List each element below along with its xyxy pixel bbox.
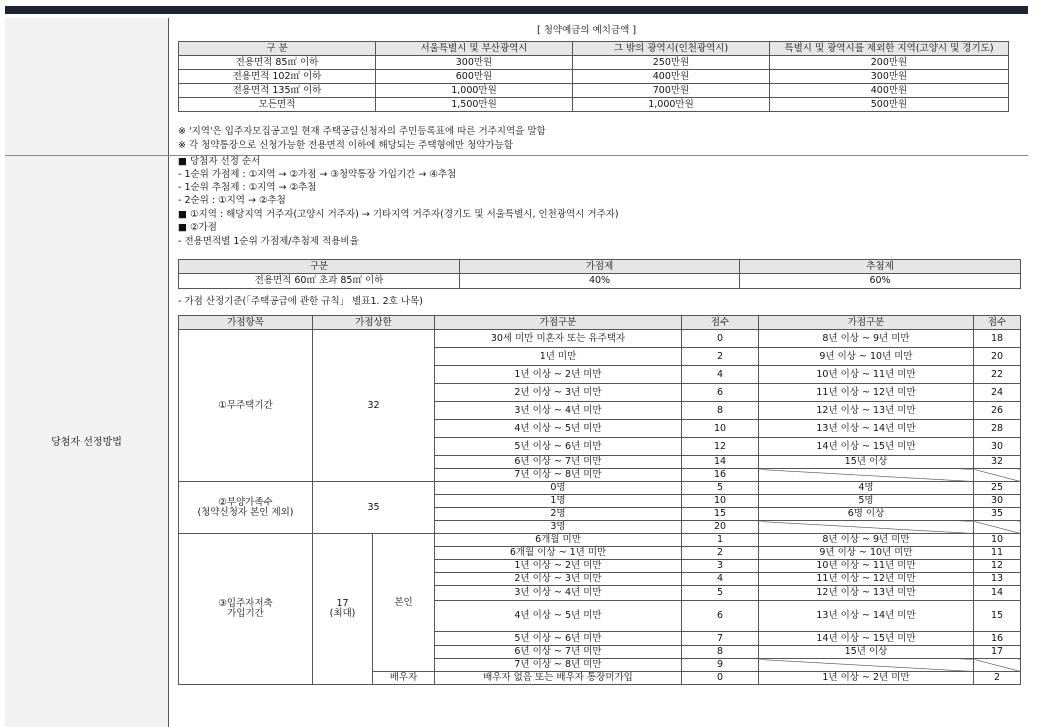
deposit-cell: 500만원 xyxy=(770,98,1009,112)
score-cell: 13년 이상 ~ 14년 미만 xyxy=(759,420,974,438)
score-item xyxy=(179,482,313,534)
deposit-cell: 1,000만원 xyxy=(376,84,573,98)
score-cell: 배우자 없음 또는 배우자 통장미가입 xyxy=(435,672,682,685)
score-cell: 14년 이상 ~ 15년 미만 xyxy=(759,438,974,456)
deposit-cell: 모든면적 xyxy=(179,98,376,112)
score-cell: 10 xyxy=(974,534,1021,547)
score-cell: 24 xyxy=(974,384,1021,402)
score-cell: 2명 xyxy=(435,508,682,521)
score-cell: 4년 이상 ~ 5년 미만 xyxy=(435,420,682,438)
score-max: 35 xyxy=(313,482,435,534)
score-cell: 16 xyxy=(682,469,759,482)
score-cell: 2 xyxy=(682,547,759,560)
empty-diagonal-cell xyxy=(759,659,974,672)
sub-category-spouse: 배우자 xyxy=(373,672,435,685)
method-line: ■ ②가점 xyxy=(178,222,217,233)
deposit-cell: 1,000만원 xyxy=(573,98,770,112)
deposit-cell: 300만원 xyxy=(376,56,573,70)
score-cell: 30 xyxy=(974,438,1021,456)
score-cell: 3년 이상 ~ 4년 미만 xyxy=(435,402,682,420)
ratio-cell: 40% xyxy=(460,274,740,289)
score-cell: 5명 xyxy=(759,495,974,508)
score-cell: 0 xyxy=(682,672,759,685)
section-divider xyxy=(5,155,1028,156)
table-row xyxy=(179,56,1009,70)
score-cell: 15년 이상 xyxy=(759,456,974,469)
score-cell: 30 xyxy=(974,495,1021,508)
score-header: 가점상한 xyxy=(313,316,435,330)
score-cell: 11년 이상 ~ 12년 미만 xyxy=(759,384,974,402)
deposit-header: 특별시 및 광역시를 제외한 지역(고양시 및 경기도) xyxy=(770,42,1009,56)
score-caption: - 가점 산정기준(「주택공급에 관한 규칙」 별표1. 2호 나목) xyxy=(178,296,423,307)
score-cell: 6 xyxy=(682,601,759,632)
table-row xyxy=(179,274,1021,289)
score-item-line: 가입기간 xyxy=(227,608,264,619)
score-max xyxy=(313,534,373,685)
score-table xyxy=(178,315,1021,685)
score-cell: 5년 이상 ~ 6년 미만 xyxy=(435,632,682,646)
score-cell: 4 xyxy=(682,573,759,586)
table-row xyxy=(179,330,1021,348)
score-cell: 6년 이상 ~ 7년 미만 xyxy=(435,456,682,469)
score-cell: 1년 이상 ~ 2년 미만 xyxy=(435,366,682,384)
score-header: 가점구분 xyxy=(759,316,974,330)
score-cell: 10년 이상 ~ 11년 미만 xyxy=(759,560,974,573)
deposit-header: 서울특별시 및 부산광역시 xyxy=(376,42,573,56)
score-cell: 15 xyxy=(974,601,1021,632)
score-item-line: (청약신청자 본인 제외) xyxy=(197,506,294,518)
score-cell: 5 xyxy=(682,586,759,601)
score-cell: 8년 이상 ~ 9년 미만 xyxy=(759,534,974,547)
deposit-cell: 400만원 xyxy=(770,84,1009,98)
method-line: - 1순위 추첨제 : ①지역 → ②추첨 xyxy=(178,182,317,193)
deposit-cell: 1,500만원 xyxy=(376,98,573,112)
score-cell: 7년 이상 ~ 8년 미만 xyxy=(435,469,682,482)
deposit-note: ※ 각 청약통장으로 신청가능한 전용면적 이하에 해당되는 주택형에만 청약가능함 xyxy=(178,140,513,151)
score-max-line: (최대) xyxy=(329,608,356,619)
deposit-cell: 400만원 xyxy=(573,70,770,84)
score-cell: 13년 이상 ~ 14년 미만 xyxy=(759,601,974,632)
score-max: 32 xyxy=(313,330,435,482)
table-row xyxy=(179,84,1009,98)
score-cell: 9년 이상 ~ 10년 미만 xyxy=(759,348,974,366)
score-cell: 16 xyxy=(974,632,1021,646)
score-cell: 2년 이상 ~ 3년 미만 xyxy=(435,573,682,586)
score-cell: 15 xyxy=(682,508,759,521)
deposit-cell: 600만원 xyxy=(376,70,573,84)
deposit-caption: [ 청약예금의 예치금액 ] xyxy=(537,25,637,36)
score-cell: 1년 이상 ~ 2년 미만 xyxy=(759,672,974,685)
score-item-line: ③입주자저축 xyxy=(218,598,273,610)
score-cell: 4년 이상 ~ 5년 미만 xyxy=(435,601,682,632)
score-cell: 35 xyxy=(974,508,1021,521)
score-cell: 4 xyxy=(682,366,759,384)
empty-diagonal-cell xyxy=(759,521,974,534)
score-item xyxy=(179,534,313,685)
score-header: 가점구분 xyxy=(435,316,682,330)
score-cell: 8 xyxy=(682,402,759,420)
score-cell: 3명 xyxy=(435,521,682,534)
score-cell: 20 xyxy=(974,348,1021,366)
score-cell: 11 xyxy=(974,547,1021,560)
score-cell: 14 xyxy=(682,456,759,469)
score-item: ①무주택기간 xyxy=(179,330,313,482)
score-cell: 22 xyxy=(974,366,1021,384)
table-row xyxy=(179,98,1009,112)
score-cell: 10 xyxy=(682,420,759,438)
method-line: - 전용면적별 1순위 가점제/추첨제 적용비율 xyxy=(178,236,359,247)
score-cell: 1년 이상 ~ 2년 미만 xyxy=(435,560,682,573)
sub-category-self: 본인 xyxy=(373,534,435,672)
score-cell: 1 xyxy=(682,534,759,547)
score-cell: 25 xyxy=(974,482,1021,495)
score-cell: 1년 미만 xyxy=(435,348,682,366)
score-cell: 4명 xyxy=(759,482,974,495)
score-item-line: ②부양가족수 xyxy=(218,496,273,508)
score-cell: 5년 이상 ~ 6년 미만 xyxy=(435,438,682,456)
method-line: ■ ①지역 : 해당지역 거주자(고양시 거주자) → 기타지역 거주자(경기도 및 서울특별시, 인천광역시 거주자) xyxy=(178,209,619,220)
score-header: 가점항목 xyxy=(179,316,313,330)
score-cell: 3년 이상 ~ 4년 미만 xyxy=(435,586,682,601)
ratio-cell: 60% xyxy=(740,274,1021,289)
ratio-header: 가점제 xyxy=(460,260,740,274)
score-cell: 0명 xyxy=(435,482,682,495)
deposit-table xyxy=(178,41,1009,112)
deposit-cell: 250만원 xyxy=(573,56,770,70)
score-cell: 3 xyxy=(682,560,759,573)
score-cell: 6 xyxy=(682,384,759,402)
score-cell: 12 xyxy=(974,560,1021,573)
deposit-cell: 300만원 xyxy=(770,70,1009,84)
table-row xyxy=(179,482,1021,495)
top-bar xyxy=(5,6,1028,14)
score-cell: 7 xyxy=(682,632,759,646)
score-cell: 15년 이상 xyxy=(759,646,974,659)
score-cell: 6개월 미만 xyxy=(435,534,682,547)
empty-diagonal-cell xyxy=(974,469,1021,482)
score-max-line: 17 xyxy=(336,598,349,610)
score-cell: 10 xyxy=(682,495,759,508)
score-cell: 17 xyxy=(974,646,1021,659)
method-line: - 2순위 : ①지역 → ②추첨 xyxy=(178,195,286,206)
score-header: 점수 xyxy=(974,316,1021,330)
score-cell: 9년 이상 ~ 10년 미만 xyxy=(759,547,974,560)
deposit-cell: 전용면적 102㎡ 이하 xyxy=(179,70,376,84)
score-cell: 20 xyxy=(682,521,759,534)
score-cell: 28 xyxy=(974,420,1021,438)
score-cell: 13 xyxy=(974,573,1021,586)
score-cell: 14년 이상 ~ 15년 미만 xyxy=(759,632,974,646)
score-cell: 18 xyxy=(974,330,1021,348)
method-line: ■ 당첨자 선정 순서 xyxy=(178,156,261,167)
score-cell: 7년 이상 ~ 8년 미만 xyxy=(435,659,682,672)
score-cell: 12 xyxy=(682,438,759,456)
deposit-header: 구 분 xyxy=(179,42,376,56)
score-cell: 14 xyxy=(974,586,1021,601)
left-label: 당첨자 선정방법 xyxy=(51,437,122,448)
ratio-header: 추첨제 xyxy=(740,260,1021,274)
deposit-cell: 전용면적 85㎡ 이하 xyxy=(179,56,376,70)
score-cell: 8 xyxy=(682,646,759,659)
empty-diagonal-cell xyxy=(974,659,1021,672)
empty-diagonal-cell xyxy=(974,521,1021,534)
deposit-note: ※ '지역'은 입주자모집공고일 현재 주택공급신청자의 주민등록표에 따른 거주지역을 말함 xyxy=(178,126,546,137)
table-row xyxy=(179,70,1009,84)
left-column xyxy=(5,18,169,727)
score-cell: 2 xyxy=(682,348,759,366)
score-cell: 2년 이상 ~ 3년 미만 xyxy=(435,384,682,402)
score-cell: 6개월 이상 ~ 1년 미만 xyxy=(435,547,682,560)
deposit-cell: 전용면적 135㎡ 이하 xyxy=(179,84,376,98)
score-cell: 1명 xyxy=(435,495,682,508)
score-cell: 6년 이상 ~ 7년 미만 xyxy=(435,646,682,659)
ratio-cell: 전용면적 60㎡ 초과 85㎡ 이하 xyxy=(179,274,460,289)
score-cell: 10년 이상 ~ 11년 미만 xyxy=(759,366,974,384)
score-cell: 0 xyxy=(682,330,759,348)
score-cell: 30세 미만 미혼자 또는 유주택자 xyxy=(435,330,682,348)
empty-diagonal-cell xyxy=(759,469,974,482)
score-cell: 5 xyxy=(682,482,759,495)
deposit-cell: 200만원 xyxy=(770,56,1009,70)
deposit-header: 그 밖의 광역시(인천광역시) xyxy=(573,42,770,56)
score-cell: 12년 이상 ~ 13년 미만 xyxy=(759,402,974,420)
method-line: - 1순위 가점제 : ①지역 → ②가점 → ③청약통장 가입기간 → ④추첨 xyxy=(178,169,457,180)
ratio-header: 구분 xyxy=(179,260,460,274)
score-cell: 6명 이상 xyxy=(759,508,974,521)
score-cell: 12년 이상 ~ 13년 미만 xyxy=(759,586,974,601)
table-row xyxy=(179,534,1021,547)
ratio-table xyxy=(178,259,1021,289)
score-cell: 32 xyxy=(974,456,1021,469)
score-cell: 8년 이상 ~ 9년 미만 xyxy=(759,330,974,348)
score-cell: 11년 이상 ~ 12년 미만 xyxy=(759,573,974,586)
score-cell: 26 xyxy=(974,402,1021,420)
score-header: 점수 xyxy=(682,316,759,330)
score-cell: 9 xyxy=(682,659,759,672)
score-cell: 2 xyxy=(974,672,1021,685)
deposit-cell: 700만원 xyxy=(573,84,770,98)
